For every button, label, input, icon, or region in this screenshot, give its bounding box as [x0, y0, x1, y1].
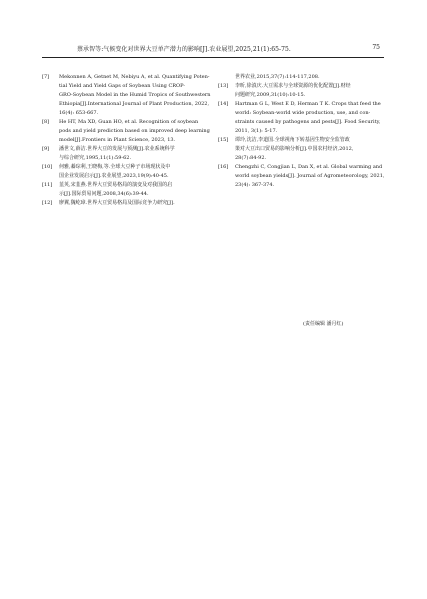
reference-line: Chengzhi C, Congjian L, Dan X, et al. Global warming and — [235, 164, 383, 170]
reference-item — [218, 163, 388, 190]
reference-number: [8] — [42, 119, 50, 125]
reference-line: 与综合研究,1995,11(1):59-62. — [59, 155, 132, 161]
running-header — [42, 41, 384, 58]
reference-number: [9] — [42, 146, 50, 152]
reference-line: Mekonnen A, Getnet M, Nebiyu A, et al. Quantifying Poten- — [59, 74, 210, 80]
reference-line: 16(4): 653-667. — [59, 110, 99, 116]
reference-line: model[J].Frontiers in Plant Science, 2023, 13. — [59, 137, 176, 143]
reference-item — [218, 136, 388, 163]
reference-line: 李昕,徐滇庆.大豆需求与全球资源的优化配置[J].财经 — [235, 83, 351, 89]
references-left-column — [42, 73, 212, 208]
reference-line: GRO-Soybean Model in the Humid Tropics of Southwestern — [59, 92, 211, 98]
reference-line: Ethiopia[J].International Journal of Plant Production, 2022, — [59, 101, 210, 107]
reference-item — [42, 181, 212, 199]
reference-line: 23(4): 367-374. — [235, 182, 275, 188]
reference-item — [42, 145, 212, 163]
reference-item — [42, 118, 212, 145]
reference-item — [42, 199, 212, 208]
reference-line: 潘世文,薛洁.世界大豆的发展与预测[J].农业系统科学 — [59, 146, 175, 152]
reference-number: [11] — [42, 182, 53, 188]
reference-number: [16] — [218, 164, 229, 170]
reference-line: straints caused by pathogens and pests[J]. Food Security, — [235, 119, 381, 125]
reference-number: [15] — [218, 137, 229, 143]
reference-line: 韮英,宋韮燕.世界大豆贸易格局的演变及对我国的启 — [59, 182, 173, 188]
reference-line: world: Soybean-world wide production, use, and con- — [235, 110, 371, 116]
reference-line: tial Yield and Yield Gaps of Soybean Using CROP- — [59, 83, 185, 89]
references-right-column — [218, 73, 388, 190]
reference-line: He HT, Ma XD, Guan HO, et al. Recognition of soybean — [59, 119, 199, 125]
reference-line: pods and yield prediction based on improved deep learning — [59, 128, 210, 134]
reference-number: [10] — [42, 164, 53, 170]
reference-line: 国企业发展启示[J].农业展望,2023,19(9):40-45. — [59, 173, 169, 179]
reference-item — [42, 163, 212, 181]
reference-number: [7] — [42, 74, 50, 80]
reference-number: [12] — [42, 200, 53, 206]
reference-item — [218, 100, 388, 136]
reference-line: 2011, 3(1): 5-17. — [235, 128, 278, 134]
reference-number: [14] — [218, 101, 229, 107]
reference-line: 28(7):84-92. — [235, 155, 267, 161]
reference-line: Hartman G L, West E D, Herman T K. Crops that feed the — [235, 101, 381, 107]
reference-line: world soybean yields[J]. Journal of Agrometeorology, 2021, — [235, 173, 385, 179]
editor-note: (责任编辑 潘月红) — [303, 321, 344, 327]
reference-number: [13] — [218, 83, 229, 89]
running-title: 蔡承智等:气候变化对世界大豆单产潜力的影响[J].农业展望,2025,21(1):65-75. — [77, 46, 291, 53]
reference-line: 策对大豆出口贸易的影响分析[J].中国农村经济,2012, — [235, 146, 354, 152]
reference-line: 廖翼,魏屹璋.世界大豆贸易格局及国际竞争力研究[J]. — [59, 200, 175, 206]
reference-item — [218, 82, 388, 100]
page-number: 75 — [372, 44, 380, 51]
reference-line: 谭玲,沈洁,李道国.全球视角下转基因生物安全监管政 — [235, 137, 350, 143]
reference-item — [218, 73, 388, 82]
reference-line: 世界农业,2015,37(7):114-117,208. — [235, 74, 320, 80]
reference-line: 问题研究,2009,31(10):10-15. — [235, 92, 306, 98]
reference-line: 何雅,綦琮利,王晓梅,等.全球大豆种子市场现状及中 — [59, 164, 171, 170]
reference-line: 示[J].国际贸易问题,2008,34(6):39-44. — [59, 191, 149, 197]
reference-item — [42, 73, 212, 118]
